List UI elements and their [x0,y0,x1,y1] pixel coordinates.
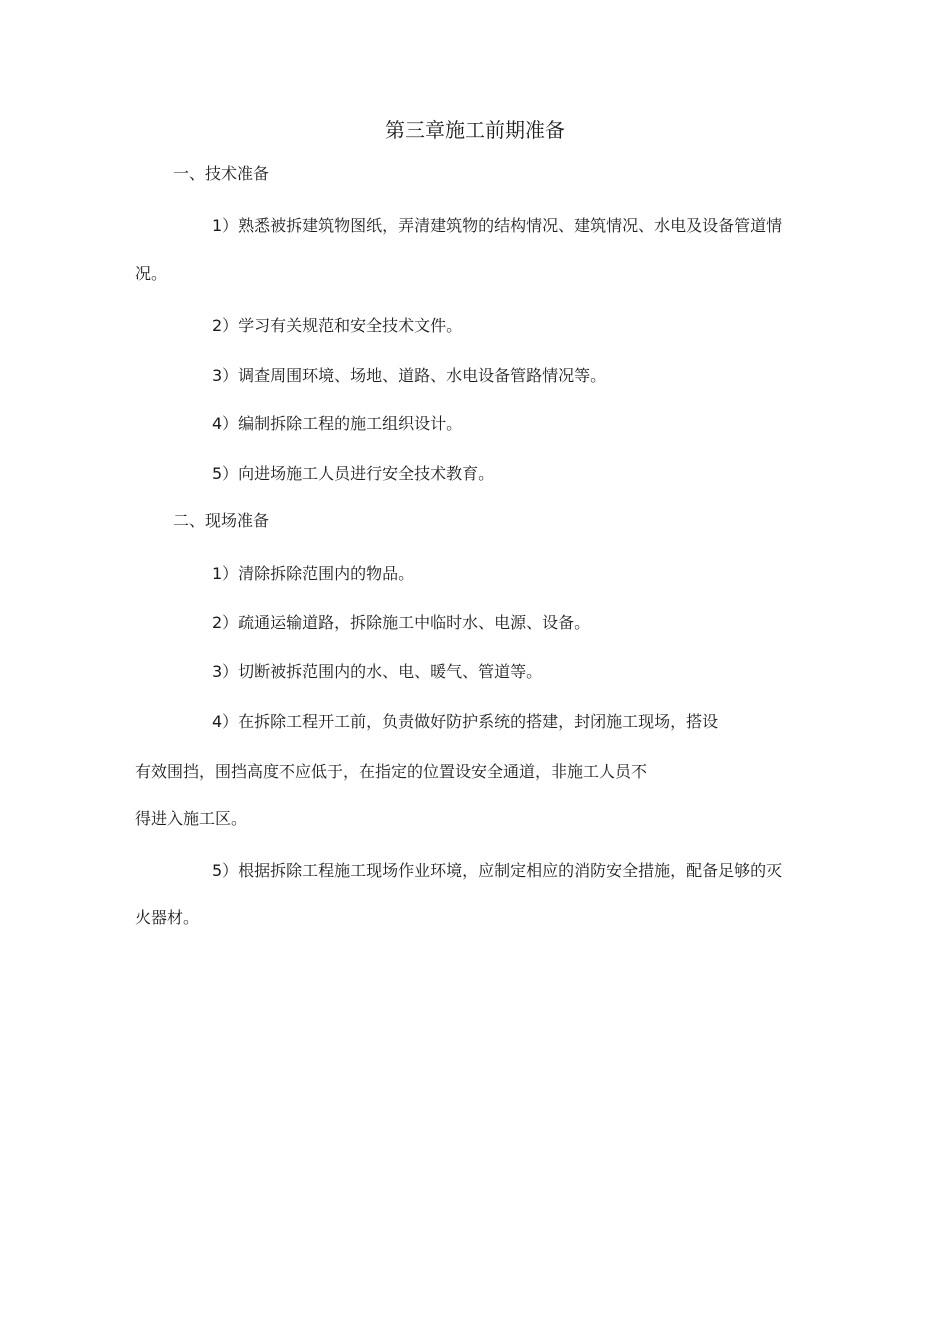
tech-item-4: 4）编制拆除工程的施工组织设计。 [212,414,463,433]
tech-item-3: 3）调查周围环境、场地、道路、水电设备管路情况等。 [212,366,607,385]
tech-item-1-line-2: 况。 [135,264,168,283]
page-title: 第三章施工前期准备 [385,118,565,142]
site-item-5-line-2: 火器材。 [135,908,200,927]
site-item-2: 2）疏通运输道路，拆除施工中临时水、电源、设备。 [212,613,591,632]
tech-item-2: 2）学习有关规范和安全技术文件。 [212,316,463,335]
site-item-4-line-3: 得进入施工区。 [135,809,248,828]
tech-item-5: 5）向进场施工人员进行安全技术教育。 [212,464,495,483]
site-item-5-line-1: 5）根据拆除工程施工现场作业环境，应制定相应的消防安全措施，配备足够的灭 [212,861,783,880]
tech-item-1-line-1: 1）熟悉被拆建筑物图纸，弄清建筑物的结构情况、建筑情况、水电及设备管道情 [212,216,783,235]
site-item-4-line-1: 4）在拆除工程开工前，负责做好防护系统的搭建，封闭施工现场，搭设 [212,712,719,731]
site-item-4-line-2: 有效围挡，围挡高度不应低于，在指定的位置设安全通道，非施工人员不 [135,762,648,781]
section-heading-site: 二、现场准备 [173,511,270,530]
section-heading-technical: 一、技术准备 [173,164,270,183]
site-item-1: 1）清除拆除范围内的物品。 [212,564,415,583]
site-item-3: 3）切断被拆范围内的水、电、暖气、管道等。 [212,662,543,681]
